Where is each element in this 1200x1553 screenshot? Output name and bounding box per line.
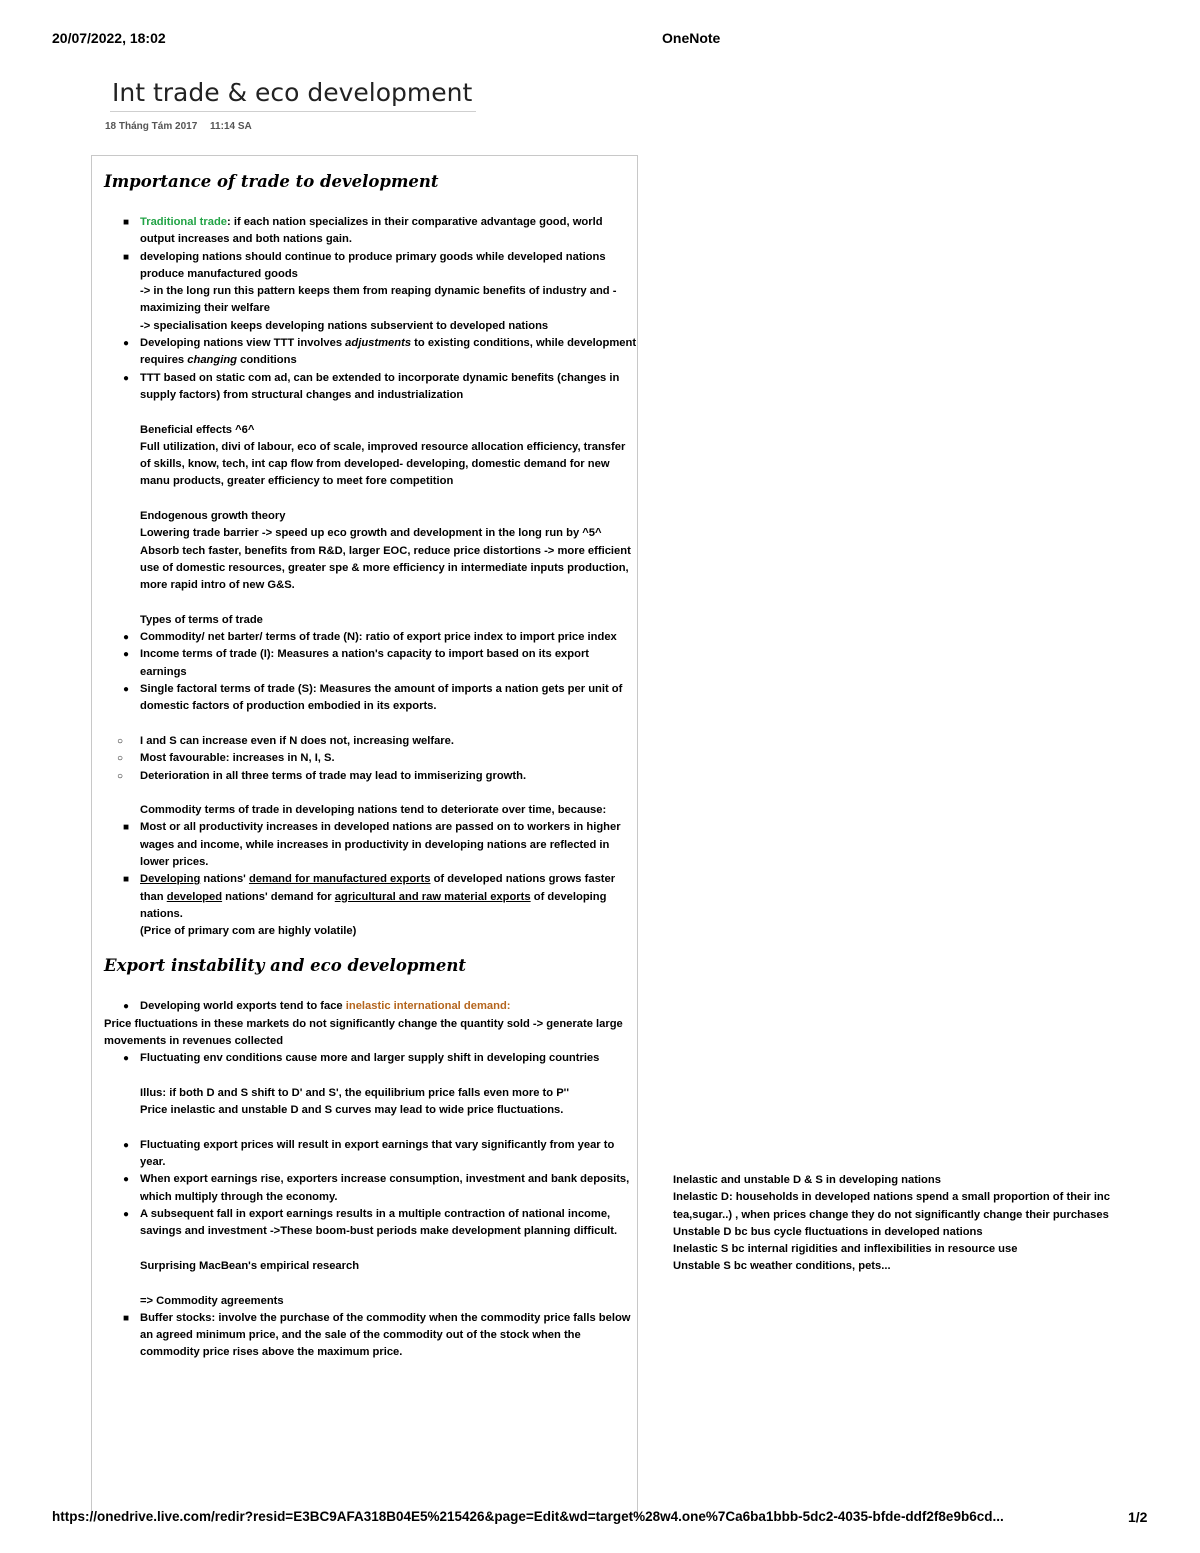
- text: I and S can increase even if N does not, increasing welfare.: [140, 734, 454, 747]
- list-item: [104, 998, 638, 1015]
- print-footer-page: 1/2: [1128, 1509, 1148, 1525]
- text: TTT based on static com ad, can be extended to incorporate dynamic benefits (changes in supply factors) from structural changes and industrialization: [140, 371, 620, 401]
- text: of developing nations.: [140, 890, 607, 920]
- side-note: [673, 1172, 1193, 1276]
- text: developed: [166, 890, 223, 903]
- print-header-app: OneNote: [662, 30, 721, 46]
- side-note-line: tea,sugar..) , when prices change they do not significantly change their purchases: [673, 1208, 1109, 1221]
- bullet-icon: ●: [122, 684, 130, 696]
- illus-line-1: Illus: if both D and S shift to D' and S', the equilibrium price falls even more to P'': [140, 1086, 569, 1099]
- print-footer-url: https://onedrive.live.com/redir?resid=E3BC9AFA318B04E5%215426&page=Edit&wd=target%28w4.one%7Ca6ba1bbb-5dc2-4035-bfde-ddf2f8e9b6cd...: [52, 1509, 1004, 1524]
- circle-bullet-icon: ○: [116, 770, 124, 782]
- circle-bullet-icon: ○: [116, 735, 124, 747]
- text: reaping dynamic benefits: [390, 285, 526, 298]
- square-bullet-icon: ■: [122, 217, 130, 228]
- circle-bullet-icon: ○: [116, 753, 124, 765]
- inelastic-demand-label: inelastic international demand:: [345, 1000, 511, 1013]
- text: nations' demand for: [222, 890, 335, 903]
- commodity-agreements: => Commodity agreements: [140, 1294, 284, 1307]
- text: to existing conditions, while development requires: [140, 337, 637, 367]
- types-heading: Types of terms of trade: [140, 613, 263, 626]
- text: Developing nations view TTT involves: [140, 337, 346, 350]
- text: Developing world exports tend to face: [140, 1000, 346, 1013]
- commodity-heading: Commodity terms of trade in developing nations tend to deteriorate over time, because:: [140, 804, 607, 817]
- text: agricultural and raw material exports: [334, 890, 531, 903]
- list-item: [104, 768, 638, 785]
- list-item: [104, 335, 638, 370]
- list-item: [104, 681, 638, 716]
- bullet-icon: ●: [122, 1139, 130, 1151]
- text: developing nations should continue to produce primary goods while developed nations produce manufactured goods: [140, 250, 606, 280]
- side-note-line: Inelastic D: households in developed nations spend a small proportion of their inc: [673, 1191, 1110, 1204]
- bullet-icon: ●: [122, 632, 130, 644]
- square-bullet-icon: ■: [122, 251, 130, 263]
- text: Fluctuating env conditions cause more and larger supply shift in developing countries: [140, 1052, 600, 1065]
- list-item: [104, 1206, 638, 1241]
- list-item: [104, 1137, 638, 1172]
- side-note-line: Inelastic S bc internal rigidities and inflexibilities in resource use: [673, 1243, 1018, 1256]
- side-note-line: Unstable D bc bus cycle fluctuations in developed nations: [673, 1225, 983, 1238]
- side-note-line: Inelastic and unstable D & S in developing nations: [673, 1174, 941, 1186]
- bullet-icon: ●: [122, 1053, 130, 1065]
- price-fluctuation-text: Price fluctuations in these markets do not significantly change the quantity sold -> generate large movements in revenues collected: [104, 1017, 623, 1048]
- beneficial-text: Full utilization, divi of labour, eco of scale, improved resource allocation efficiency, transfer of skills, know, tech, int cap flow from developed- developing, domestic demand for new manu products, greater efficiency to meet fore competition: [140, 440, 626, 488]
- endogenous-p2: Absorb tech faster, benefits from R&D, larger EOC, reduce price distortions -> more efficient use of domestic resources, greater spe & more efficiency in intermediate inputs production, more rapid intro of new G&S.: [140, 544, 631, 592]
- list-item: [104, 370, 638, 405]
- side-note-line: Unstable S bc weather conditions, pets...: [673, 1260, 891, 1273]
- page-date-day: 18 Tháng Tám 2017: [105, 121, 198, 132]
- square-bullet-icon: ■: [122, 822, 130, 834]
- text: : if each nation specializes in their comparative advantage good, world output increases and both nations gain.: [140, 216, 603, 246]
- traditional-trade-label: Traditional trade: [140, 216, 228, 228]
- text: Buffer stocks: involve the purchase of the commodity when the commodity price falls below an agreed minimum price, and the sale of the commodity out of the stock when the commodity price rises above the maximum price.: [140, 1311, 631, 1359]
- list-item: [104, 871, 638, 923]
- text: When export earnings rise, exporters increase consumption, investment and bank deposits, which multiply through the economy.: [140, 1173, 630, 1203]
- list-item: [104, 629, 638, 646]
- bullet-icon: ●: [122, 338, 130, 350]
- text: conditions: [237, 354, 297, 367]
- list-item: [104, 819, 638, 871]
- text: demand for manufactured exports: [248, 873, 431, 886]
- page-date-time: 11:14 SA: [210, 121, 252, 132]
- text: Income terms of trade (I): Measures a nation's capacity to import based on its export earnings: [140, 648, 590, 678]
- bullet-icon: ●: [122, 1001, 130, 1013]
- bullet-icon: ●: [122, 372, 130, 384]
- text: of developed nations grows faster than: [140, 873, 616, 903]
- text: changing: [187, 354, 237, 367]
- list-item: [104, 1050, 638, 1067]
- text: Deterioration in all three terms of trade may lead to immiserizing growth.: [140, 769, 527, 782]
- text: nations': [200, 873, 249, 886]
- list-item: [104, 214, 638, 249]
- section-heading-importance: Importance of trade to development: [104, 172, 439, 191]
- text: Commodity/ net barter/ terms of trade (N): ratio of export price index to import price index: [140, 631, 617, 644]
- text: Most or all productivity increases in developed nations are passed on to workers in higher wages and income, while increases in productivity in developing nations are reflected in lower prices.: [140, 821, 621, 868]
- endogenous-p1: Lowering trade barrier -> speed up eco growth and development in the long run by ^5^: [140, 527, 602, 540]
- bullet-icon: ●: [122, 649, 130, 661]
- endogenous-heading: Endogenous growth theory: [140, 510, 286, 523]
- print-header-datetime: 20/07/2022, 18:02: [52, 30, 166, 46]
- list-item: [104, 733, 638, 750]
- list-item: [104, 1310, 638, 1362]
- text: -> in the long run this pattern keeps them from: [140, 285, 391, 298]
- bullet-icon: ●: [122, 1209, 130, 1221]
- text: -> specialisation keeps developing nations subservient to developed nations: [140, 319, 549, 332]
- note-content: [104, 170, 638, 1362]
- square-bullet-icon: ■: [122, 1312, 130, 1324]
- list-item: [104, 646, 638, 681]
- list-item: [104, 249, 638, 335]
- text: adjustments: [345, 337, 412, 350]
- list-item: [104, 750, 638, 767]
- text: A subsequent fall in export earnings results in a multiple contraction of national income, savings and investment ->These boom-bust periods make development planning difficult.: [140, 1208, 618, 1238]
- text: Fluctuating export prices will result in export earnings that vary significantly from year to year.: [140, 1138, 615, 1169]
- text: Developing: [140, 873, 201, 886]
- text: -maximizing their welfare: [140, 285, 617, 315]
- page-date: [105, 121, 262, 132]
- text: of industry and: [525, 285, 613, 298]
- beneficial-heading: Beneficial effects ^6^: [140, 423, 255, 436]
- bullet-icon: ●: [122, 1174, 130, 1186]
- list-item: [104, 1171, 638, 1206]
- illus-line-2: Price inelastic and unstable D and S curves may lead to wide price fluctuations.: [140, 1104, 564, 1117]
- page-title: Int trade & eco development: [110, 78, 476, 112]
- commodity-note: (Price of primary com are highly volatile): [140, 925, 357, 938]
- square-bullet-icon: ■: [122, 874, 130, 886]
- text: Single factoral terms of trade (S): Measures the amount of imports a nation gets per unit of domestic factors of production embodied in its exports.: [140, 683, 623, 713]
- text: Most favourable: increases in N, I, S.: [140, 752, 335, 765]
- surprising-research: Surprising MacBean's empirical research: [140, 1259, 360, 1272]
- section-heading-export: Export instability and eco development: [104, 956, 466, 976]
